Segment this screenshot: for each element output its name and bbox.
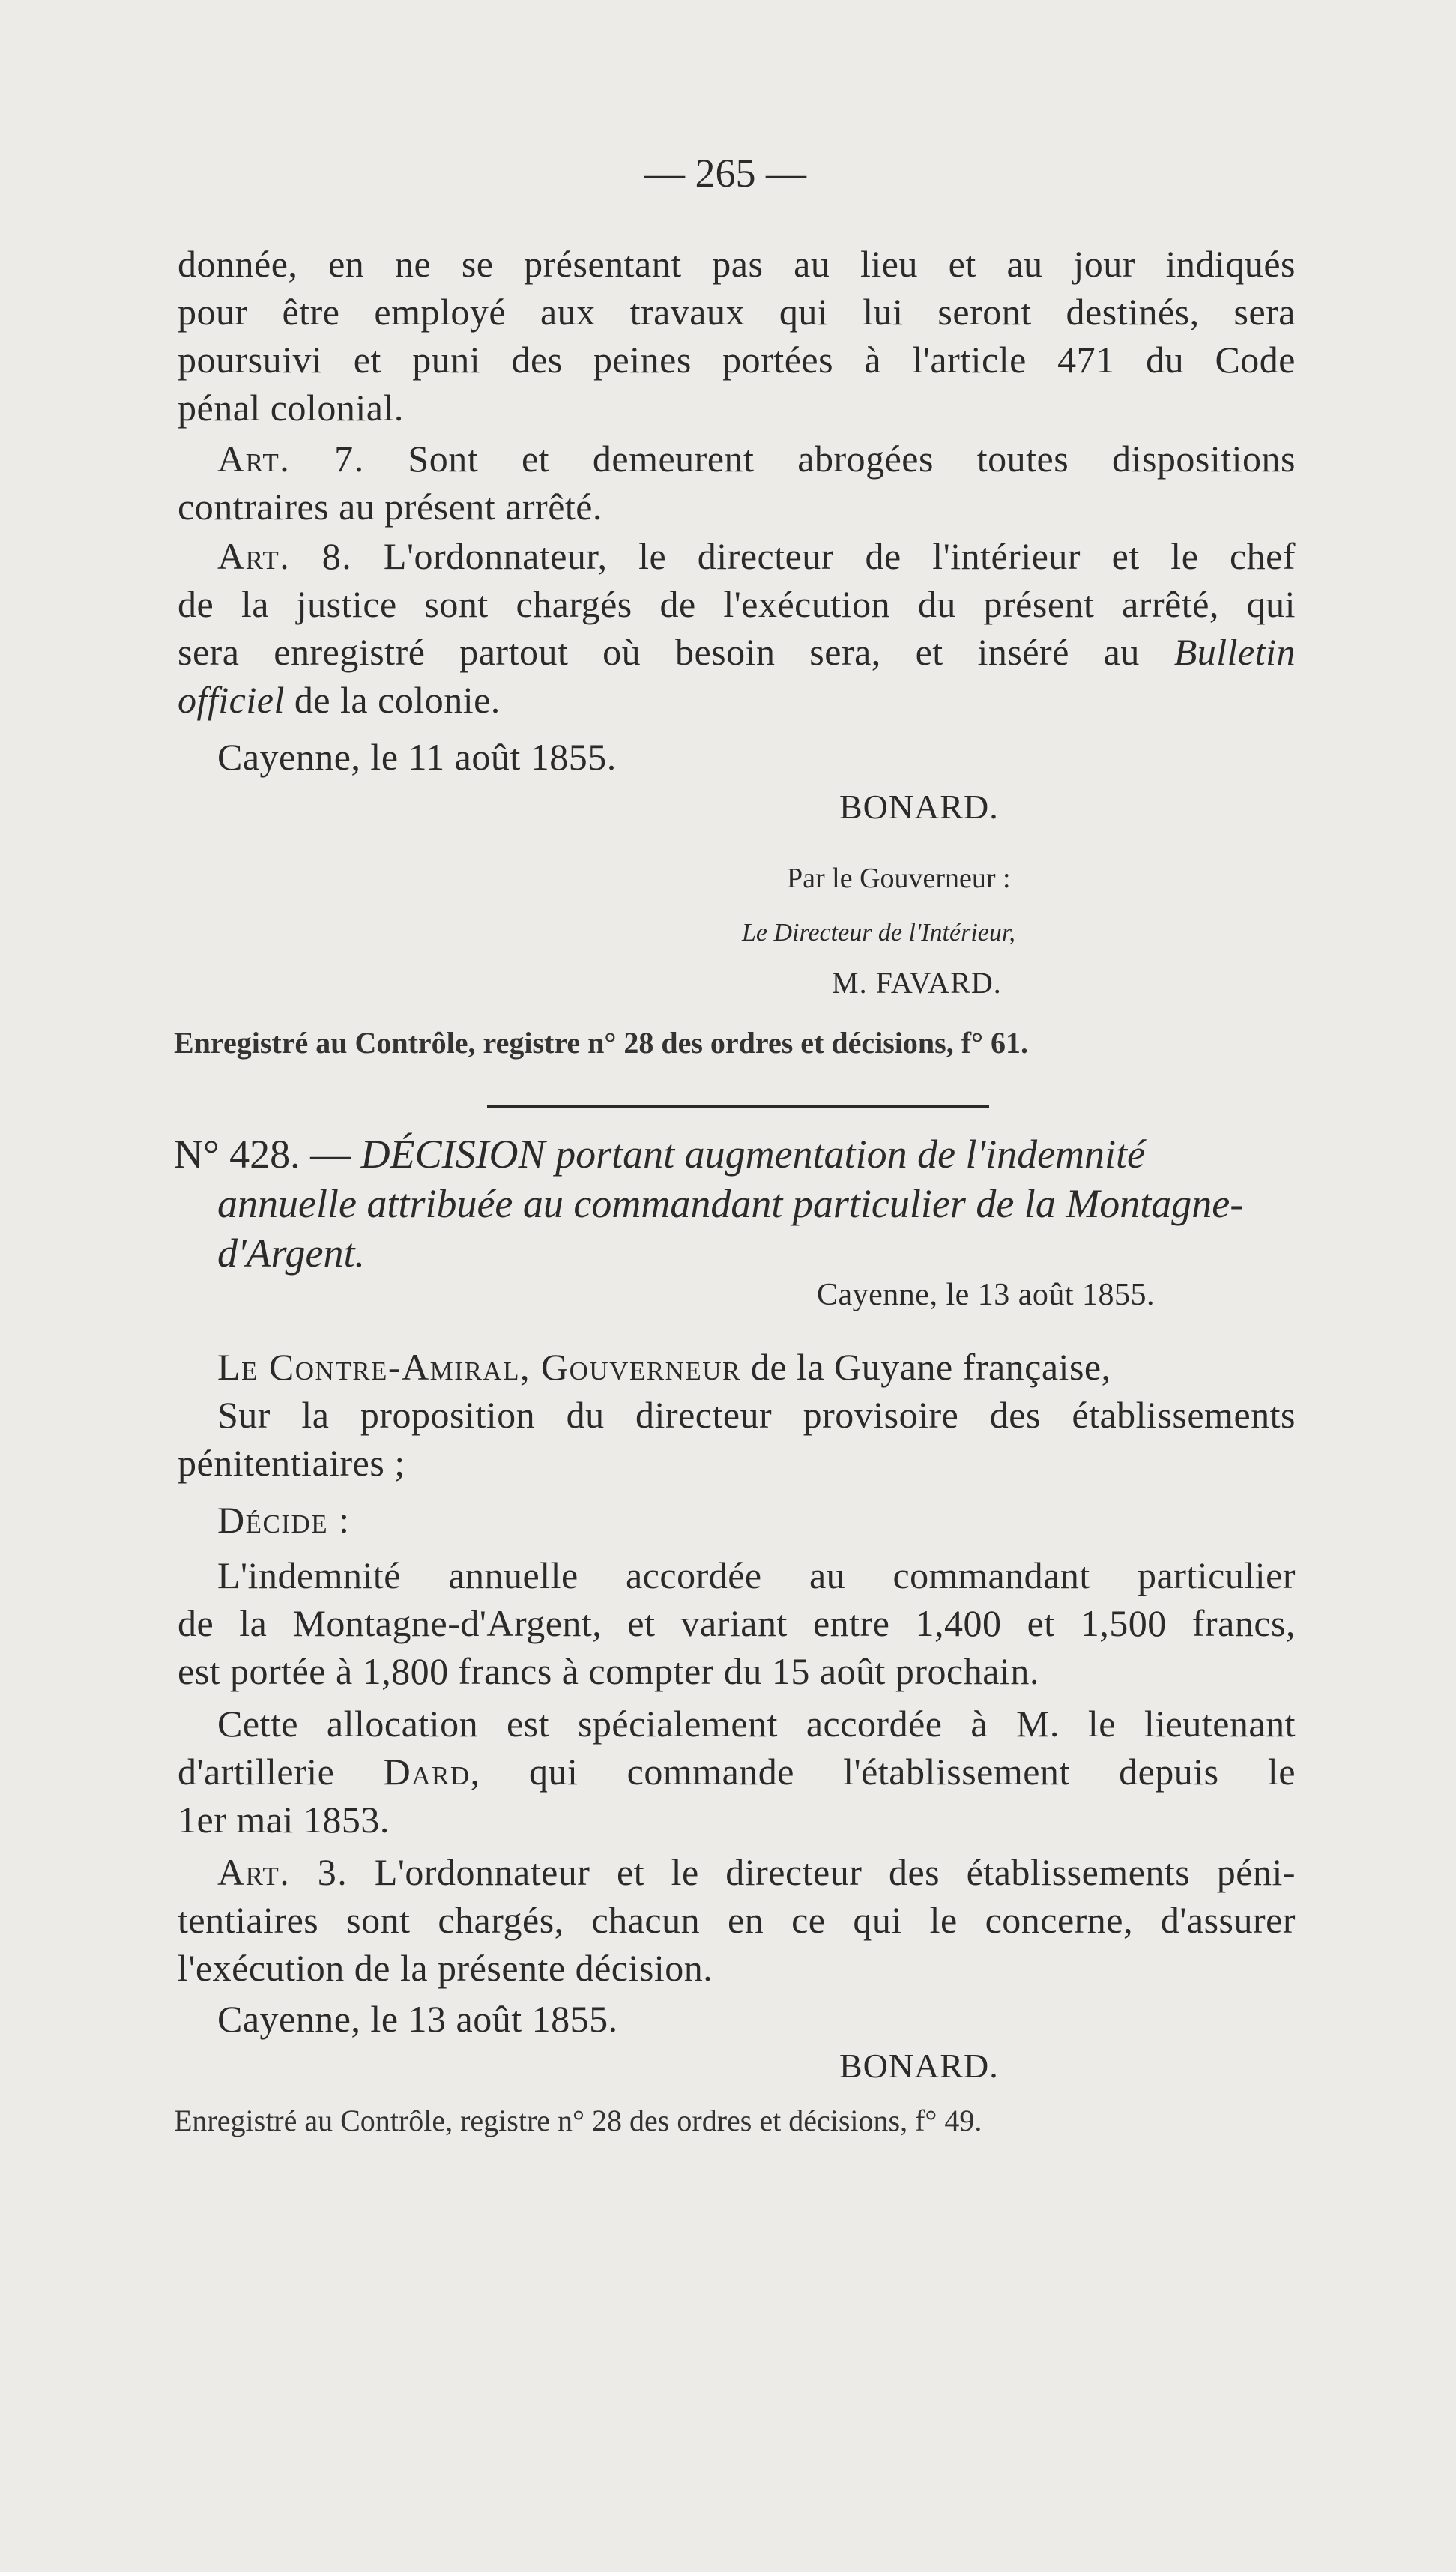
- place-date: Cayenne, le 11 août 1855.: [217, 736, 617, 778]
- text-line-with-italic: [178, 677, 501, 722]
- signature: BONARD.: [839, 788, 999, 826]
- separator-rule: [487, 1105, 989, 1108]
- decide-heading: Décide :: [217, 1499, 351, 1541]
- text-line: L'indemnité annuelle accordée au commandant particulier: [217, 1554, 1296, 1596]
- decision-title: DÉCISION portant augmentation de l'indemnité: [360, 1132, 1146, 1177]
- text-line: contraires au présent arrêté.: [178, 486, 602, 528]
- decision-title-line: [174, 1130, 1145, 1178]
- title-dash: —: [310, 1132, 351, 1177]
- text-line-with-italic: [178, 630, 1296, 674]
- text-line: donnée, en ne se présentant pas au lieu et au jour indiqués: [178, 243, 1296, 285]
- article-label: Art. 8.: [217, 535, 353, 577]
- article-8: [217, 534, 1296, 579]
- text-line: Sur la proposition du directeur provisoire des établissements: [217, 1394, 1296, 1436]
- text-line: , qui commande l'établissement depuis le: [470, 1751, 1296, 1793]
- text-line: tentiaires sont chargés, chacun en ce qui le concerne, d'assurer: [178, 1899, 1296, 1941]
- text-line: est portée à 1,800 francs à compter du 15 août prochain.: [178, 1650, 1039, 1692]
- page-number: — 265 —: [644, 151, 806, 196]
- text-line: poursuivi et puni des peines portées à l'article 471 du Code: [178, 339, 1296, 381]
- article-3: [217, 1850, 1296, 1895]
- intro-line: [217, 1344, 1111, 1389]
- text-line: L'ordonnateur, le directeur de l'intérieur et le chef: [383, 535, 1296, 577]
- person-name: Dard: [383, 1751, 471, 1793]
- text-line: de la Guyane française,: [750, 1346, 1111, 1388]
- italic-term: Bulletin: [1173, 631, 1296, 673]
- dateline: Cayenne, le 13 août 1855.: [817, 1278, 1156, 1312]
- place-date: Cayenne, le 13 août 1855.: [217, 1998, 618, 2040]
- text-line: sera enregistré partout où besoin sera, et inséré au: [178, 631, 1140, 673]
- article-label: Art. 3.: [217, 1851, 348, 1893]
- text-line: pour être employé aux travaux qui lui seront destinés, sera: [178, 291, 1296, 333]
- text-line: pénitentiaires ;: [178, 1442, 405, 1484]
- text-line: de la Montagne-d'Argent, et variant entre 1,400 et 1,500 francs,: [178, 1602, 1296, 1644]
- text-line: Sont et demeurent abrogées toutes dispositions: [408, 438, 1296, 480]
- registration-note: Enregistré au Contrôle, registre n° 28 des ordres et décisions, f° 61.: [174, 1026, 1029, 1060]
- decision-title-line: d'Argent.: [217, 1231, 366, 1276]
- text-line: 1er mai 1853.: [178, 1799, 390, 1841]
- registration-note: Enregistré au Contrôle, registre n° 28 des ordres et décisions, f° 49.: [174, 2104, 982, 2137]
- text-line: Cette allocation est spécialement accordée à M. le lieutenant: [217, 1703, 1296, 1745]
- text-line: de la colonie.: [294, 679, 501, 721]
- text-line-with-name: [178, 1749, 1296, 1794]
- decision-title-line: annuelle attribuée au commandant particulier de la Montagne-: [217, 1181, 1244, 1226]
- signature: BONARD.: [839, 2047, 999, 2085]
- signatory: M. FAVARD.: [832, 966, 1002, 1000]
- text-line: de la justice sont chargés de l'exécution du présent arrêté, qui: [178, 583, 1296, 625]
- author-title: Le Contre-Amiral, Gouverneur: [217, 1346, 741, 1388]
- directeur-title: Le Directeur de l'Intérieur,: [742, 919, 1015, 947]
- par-le-gouverneur: Par le Gouverneur :: [787, 863, 1011, 894]
- article-label: Art. 7.: [217, 438, 365, 480]
- italic-term: officiel: [178, 679, 285, 721]
- text-line: d'artillerie: [178, 1751, 335, 1793]
- text-line: pénal colonial.: [178, 387, 404, 429]
- article-7: [217, 436, 1296, 481]
- decision-number: N° 428.: [174, 1132, 300, 1177]
- text-line: L'ordonnateur et le directeur des établissements péni-: [374, 1851, 1296, 1893]
- text-line: l'exécution de la présente décision.: [178, 1947, 713, 1989]
